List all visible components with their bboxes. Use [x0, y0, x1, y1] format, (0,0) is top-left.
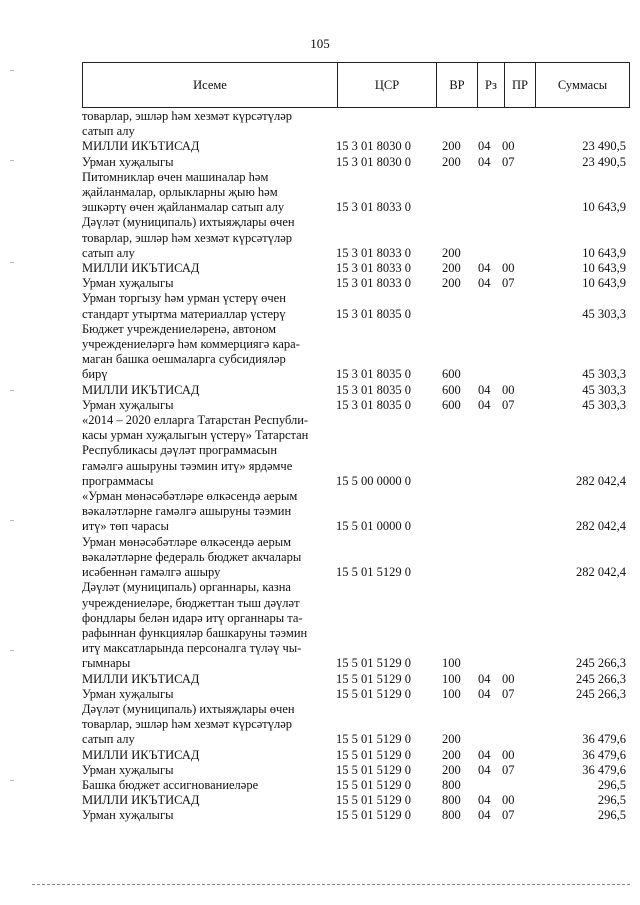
row-vr: 200	[442, 732, 461, 747]
row-name-line: МИЛЛИ ИКЪТИСАД	[82, 671, 200, 686]
scan-edge-mark	[10, 390, 14, 391]
row-csr: 15 5 01 5129 0	[336, 686, 411, 701]
row-sum: 296,5	[597, 793, 626, 808]
row-csr: 15 5 01 0000 0	[336, 519, 411, 534]
row-name-line: учреждениеләре, бюджеттан тыш дәүләт	[82, 595, 300, 610]
row-name-line: Урман торгызу һәм урман үстерү өчен	[82, 291, 286, 306]
row-sum: 282 042,4	[576, 565, 626, 580]
row-name-line: сатып алу	[82, 124, 135, 139]
row-csr: 15 3 01 8035 0	[336, 306, 411, 321]
row-name-line: Дәүләт (муниципаль) органнары, казна	[82, 580, 291, 595]
row-name	[82, 215, 336, 261]
row-name-line: Дәүләт (муниципаль) ихтыяҗлары өчен	[82, 701, 295, 716]
row-sum: 36 479,6	[582, 732, 626, 747]
table-row	[82, 672, 630, 687]
row-vr: 600	[442, 367, 461, 382]
row-rz: 04	[478, 793, 491, 808]
row-csr: 15 3 01 8035 0	[336, 382, 411, 397]
table-row	[82, 155, 630, 170]
row-pr: 00	[502, 261, 515, 276]
table-row	[82, 139, 630, 154]
row-csr: 15 5 01 5129 0	[336, 762, 411, 777]
table-row	[82, 413, 630, 489]
row-sum: 10 643,9	[582, 200, 626, 215]
row-name-line: гымнары	[82, 656, 131, 671]
header-rz: Рз	[478, 63, 505, 108]
row-vr: 800	[442, 793, 461, 808]
row-csr: 15 5 01 5129 0	[336, 656, 411, 671]
row-name-line: товарлар, эшләр һәм хезмәт күрсәтүләр	[82, 717, 293, 732]
row-csr: 15 3 01 8030 0	[336, 154, 411, 169]
row-pr: 07	[502, 686, 515, 701]
row-name-line: МИЛЛИ ИКЪТИСАД	[82, 382, 200, 397]
row-sum: 45 303,3	[582, 306, 626, 321]
table-row	[82, 383, 630, 398]
header-sum: Суммасы	[536, 63, 630, 108]
row-pr: 07	[502, 154, 515, 169]
row-name-line: Дәүләт (муниципаль) ихтыяҗлары өчен	[82, 215, 295, 230]
row-name-line: «Урман мөнәсәбәтләре өлкәсендә аерым	[82, 489, 298, 504]
row-csr: 15 5 01 5129 0	[336, 565, 411, 580]
row-name-line: Урман хуҗалыгы	[82, 808, 174, 823]
row-name-line: маган башка оешмаларга субсидияләр	[82, 352, 286, 367]
row-sum: 36 479,6	[582, 762, 626, 777]
row-name-line: программасы	[82, 473, 154, 488]
row-name	[82, 687, 336, 702]
row-sum: 282 042,4	[576, 473, 626, 488]
row-sum: 36 479,6	[582, 747, 626, 762]
row-name	[82, 398, 336, 413]
row-name-line: МИЛЛИ ИКЪТИСАД	[82, 747, 200, 762]
row-csr: 15 5 01 5129 0	[336, 671, 411, 686]
row-csr: 15 3 01 8033 0	[336, 200, 411, 215]
row-name-line: җайланмалар, орлыкларны җыю һәм	[82, 185, 278, 200]
row-vr: 100	[442, 671, 461, 686]
row-name	[82, 383, 336, 398]
row-pr: 07	[502, 397, 515, 412]
row-name-line: Урман хуҗалыгы	[82, 397, 174, 412]
row-vr: 200	[442, 139, 461, 154]
row-name	[82, 748, 336, 763]
table-row	[82, 322, 630, 383]
row-vr: 200	[442, 245, 461, 260]
row-vr: 100	[442, 686, 461, 701]
row-vr: 200	[442, 276, 461, 291]
header-name: Исеме	[83, 63, 338, 108]
table-row	[82, 398, 630, 413]
row-name-line: вәкаләтләрне федераль бюджет акчалары	[82, 549, 302, 564]
row-pr: 00	[502, 747, 515, 762]
scan-edge-mark	[10, 780, 14, 781]
row-name-line: Башка бюджет ассигнованиеләре	[82, 777, 259, 792]
row-name-line: сатып алу	[82, 245, 135, 260]
row-rz: 04	[478, 808, 491, 823]
row-csr: 15 5 01 5129 0	[336, 747, 411, 762]
row-name-line: итү» төп чарасы	[82, 519, 169, 534]
table-row	[82, 261, 630, 276]
scan-edge-mark	[10, 70, 14, 71]
row-name-line: эшкәртү өчен җайланмалар сатып алу	[82, 200, 285, 215]
scan-edge-mark	[10, 262, 14, 263]
row-name	[82, 535, 336, 581]
scan-edge-mark	[10, 160, 14, 161]
row-vr: 100	[442, 656, 461, 671]
row-name	[82, 672, 336, 687]
row-rz: 04	[478, 397, 491, 412]
table-row	[82, 702, 630, 748]
row-name-line: вәкаләтләрне гамәлгә ашыруны тәэмин	[82, 504, 292, 519]
page-number: 105	[310, 36, 330, 51]
table-row	[82, 748, 630, 763]
row-vr: 600	[442, 382, 461, 397]
row-csr: 15 5 01 5129 0	[336, 808, 411, 823]
row-csr: 15 3 01 8033 0	[336, 245, 411, 260]
row-sum: 296,5	[597, 777, 626, 792]
row-csr: 15 5 00 0000 0	[336, 473, 411, 488]
row-pr: 00	[502, 793, 515, 808]
table-row	[82, 489, 630, 535]
row-sum: 10 643,9	[582, 245, 626, 260]
row-rz: 04	[478, 747, 491, 762]
row-rz: 04	[478, 261, 491, 276]
row-name-line: «2014 – 2020 елларга Татарстан Республи-	[82, 413, 309, 428]
row-sum: 45 303,3	[582, 382, 626, 397]
row-vr: 200	[442, 154, 461, 169]
row-csr: 15 3 01 8035 0	[336, 367, 411, 382]
table-row	[82, 793, 630, 808]
row-vr: 800	[442, 777, 461, 792]
table-row	[82, 276, 630, 291]
row-name	[82, 139, 336, 154]
row-name	[82, 155, 336, 170]
row-sum: 245 266,3	[576, 656, 626, 671]
row-csr: 15 5 01 5129 0	[336, 777, 411, 792]
header-pr: ПР	[505, 63, 536, 108]
row-csr: 15 3 01 8033 0	[336, 276, 411, 291]
row-name-line: Урман хуҗалыгы	[82, 686, 174, 701]
row-sum: 10 643,9	[582, 276, 626, 291]
row-rz: 04	[478, 382, 491, 397]
row-pr: 00	[502, 382, 515, 397]
row-name-line: Республикасы дәүләт программасын	[82, 443, 278, 458]
row-sum: 245 266,3	[576, 686, 626, 701]
table-row	[82, 763, 630, 778]
row-name	[82, 276, 336, 291]
row-rz: 04	[478, 139, 491, 154]
row-vr: 200	[442, 747, 461, 762]
row-pr: 07	[502, 808, 515, 823]
row-rz: 04	[478, 686, 491, 701]
row-sum: 45 303,3	[582, 367, 626, 382]
row-name	[82, 808, 336, 823]
row-sum: 10 643,9	[582, 261, 626, 276]
row-name-line: бирү	[82, 367, 108, 382]
row-name	[82, 778, 336, 793]
row-pr: 00	[502, 139, 515, 154]
row-name-line: товарлар, эшләр һәм хезмәт күрсәтүләр	[82, 230, 293, 245]
row-name-line: Урман хуҗалыгы	[82, 276, 174, 291]
header-csr: ЦСР	[338, 63, 437, 108]
row-name	[82, 489, 336, 535]
row-name	[82, 261, 336, 276]
footer-divider	[32, 884, 630, 886]
row-name-line: фондлары белән идарә итү органнары та-	[82, 610, 303, 625]
table-row	[82, 535, 630, 581]
row-name-line: касы урман хуҗалыгын үстерү» Татарстан	[82, 428, 309, 443]
row-sum: 23 490,5	[582, 139, 626, 154]
row-rz: 04	[478, 276, 491, 291]
table-row	[82, 170, 630, 216]
row-vr: 200	[442, 762, 461, 777]
row-rz: 04	[478, 671, 491, 686]
row-pr: 07	[502, 762, 515, 777]
row-name	[82, 170, 336, 216]
row-sum: 23 490,5	[582, 154, 626, 169]
row-csr: 15 5 01 5129 0	[336, 732, 411, 747]
row-name-line: МИЛЛИ ИКЪТИСАД	[82, 793, 200, 808]
table-header	[82, 62, 630, 108]
row-name-line: МИЛЛИ ИКЪТИСАД	[82, 261, 200, 276]
row-name-line: Урман хуҗалыгы	[82, 154, 174, 169]
row-name-line: МИЛЛИ ИКЪТИСАД	[82, 139, 200, 154]
table-row	[82, 580, 630, 671]
table-row	[82, 215, 630, 261]
table-row	[82, 109, 630, 139]
budget-table-body	[82, 109, 630, 824]
row-name-line: гамәлгә ашыруны тәэмин итү» ярдәмче	[82, 458, 293, 473]
scan-edge-mark	[10, 650, 14, 651]
row-name	[82, 109, 336, 139]
row-name	[82, 580, 336, 671]
table-row	[82, 687, 630, 702]
row-sum: 245 266,3	[576, 671, 626, 686]
row-csr: 15 3 01 8033 0	[336, 261, 411, 276]
row-name-line: Урман мөнәсәбәтләре өлкәсендә аерым	[82, 534, 291, 549]
row-name-line: Питомниклар өчен машиналар һәм	[82, 169, 269, 184]
row-rz: 04	[478, 154, 491, 169]
row-name	[82, 291, 336, 321]
row-vr: 200	[442, 261, 461, 276]
scan-edge-mark	[10, 520, 14, 521]
row-name-line: рафыннан функцияләр башкаруны тәэмин	[82, 625, 308, 640]
row-sum: 282 042,4	[576, 519, 626, 534]
row-name-line: стандарт утыртма материаллар үстерү	[82, 306, 286, 321]
row-name-line: сатып алу	[82, 732, 135, 747]
table-row	[82, 778, 630, 793]
row-name	[82, 322, 336, 383]
row-sum: 45 303,3	[582, 397, 626, 412]
row-name	[82, 702, 336, 748]
row-name-line: товарлар, эшләр һәм хезмәт күрсәтүләр	[82, 109, 293, 123]
row-name	[82, 793, 336, 808]
row-name-line: итү максатларында персоналга түләү чы-	[82, 641, 302, 656]
row-pr: 07	[502, 276, 515, 291]
row-rz: 04	[478, 762, 491, 777]
row-csr: 15 3 01 8030 0	[336, 139, 411, 154]
row-sum: 296,5	[597, 808, 626, 823]
row-vr: 800	[442, 808, 461, 823]
row-csr: 15 3 01 8035 0	[336, 397, 411, 412]
row-name	[82, 413, 336, 489]
header-vr: ВР	[437, 63, 478, 108]
row-pr: 00	[502, 671, 515, 686]
row-name	[82, 763, 336, 778]
row-name-line: Бюджет учреждениеләренә, автоном	[82, 321, 277, 336]
row-name-line: Урман хуҗалыгы	[82, 762, 174, 777]
row-vr: 600	[442, 397, 461, 412]
row-name-line: исәбеннән гамәлгә ашыру	[82, 565, 221, 580]
table-row	[82, 808, 630, 823]
row-name-line: учреждениеләргә һәм коммерциягә кара-	[82, 337, 300, 352]
table-row	[82, 291, 630, 321]
row-csr: 15 5 01 5129 0	[336, 793, 411, 808]
